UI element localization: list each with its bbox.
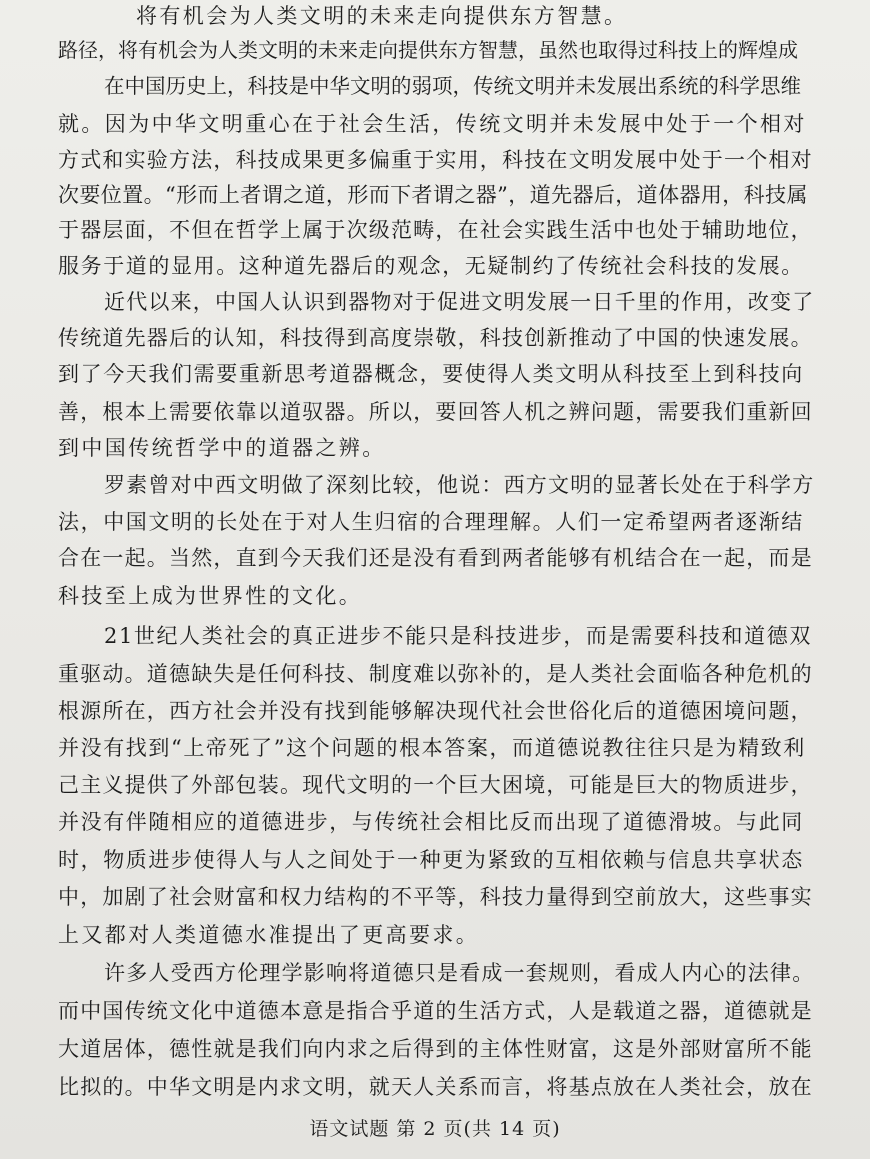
text-line-30: 比拟的。中华文明是内求文明，就天人关系而言，将基点放在人类社会，放在 xyxy=(58,1075,813,1099)
text-line-21: 并没有找到“上帝死了”这个问题的根本答案，而道德说教往往只是为精致利 xyxy=(58,736,806,760)
text-line-19: 重驱动。道德缺失是任何科技、制度难以弥补的，是人类社会面临各种危机的 xyxy=(58,662,813,686)
text-line-8: 服务于道的显用。这种道先器后的观念，无疑制约了传统社会科技的发展。 xyxy=(58,254,804,278)
text-line-25: 中，加剧了社会财富和权力结构的不平等，科技力量得到空前放大，这些事实 xyxy=(58,885,813,909)
text-line-15: 法，中国文明的长处在于对人生归宿的合理理解。人们一定希望两者逐渐结 xyxy=(58,510,804,534)
text-line-1: 将有机会为人类文明的未来走向提供东方智慧。 xyxy=(136,4,628,28)
text-line-6: 次要位置。“形而上者谓之道，形而下者谓之器”，道先器后，道体器用，科技属 xyxy=(58,183,808,207)
text-line-4: 就。因为中华文明重心在于社会生活，传统文明并未发展中处于一个相对 xyxy=(58,112,807,136)
text-line-16: 合在一起。当然，直到今天我们还是没有看到两者能够有机结合在一起，而是 xyxy=(58,546,813,570)
text-line-17: 科技至上成为世界性的文化。 xyxy=(58,584,363,608)
text-line-10: 传统道先器后的认知，科技得到高度崇敬，科技创新推动了中国的快速发展。 xyxy=(58,326,813,350)
text-line-22: 己主义提供了外部包装。现代文明的一个巨大困境，可能是巨大的物质进步， xyxy=(58,773,813,797)
text-line-24: 时，物质进步使得人与人之间处于一种更为紧致的互相依赖与信息共享状态 xyxy=(58,848,804,872)
text-line-9: 近代以来，中国人认识到器物对于促进文明发展一日千里的作用，改变了 xyxy=(104,290,815,314)
page-footer: 语文试题 第 2 页(共 14 页) xyxy=(309,1118,561,1140)
text-line-13: 到中国传统哲学中的道器之辨。 xyxy=(58,436,386,460)
text-line-5: 方式和实验方法，科技成果更多偏重于实用，科技在文明发展中处于一个相对 xyxy=(58,148,813,172)
text-line-20: 根源所在，西方社会并没有找到能够解决现代社会世俗化后的道德困境问题， xyxy=(58,699,813,723)
text-line-27: 许多人受西方伦理学影响将道德只是看成一套规则，看成人内心的法律。 xyxy=(104,961,815,985)
text-line-14: 罗素曾对中西文明做了深刻比较，他说：西方文明的显著长处在于科学方 xyxy=(104,473,815,497)
text-line-2: 路径，将有机会为人类文明的未来走向提供东方智慧，虽然也取得过科技上的辉煌成 xyxy=(58,38,798,62)
text-line-7: 于器层面，不但在哲学上属于次级范畴，在社会实践生活中也处于辅助地位， xyxy=(58,218,813,242)
text-line-3: 在中国历史上，科技是中华文明的弱项，传统文明并未发展出系统的科学思维 xyxy=(104,74,801,98)
text-line-28: 而中国传统文化中道德本意是指合乎道的生活方式，人是载道之器，道德就是 xyxy=(58,999,813,1023)
text-line-26: 上又都对人类道德水准提出了更高要求。 xyxy=(58,923,480,947)
text-line-23: 并没有伴随相应的道德进步，与传统社会相比反而出现了道德滑坡。与此同 xyxy=(58,810,804,834)
text-line-11: 到了今天我们需要重新思考道器概念，要使得人类文明从科技至上到科技向 xyxy=(58,362,804,386)
text-line-12: 善，根本上需要依靠以道驭器。所以，要回答人机之辨问题，需要我们重新回 xyxy=(58,400,813,424)
text-line-18: 21世纪人类社会的真正进步不能只是科技进步，而是需要科技和道德双 xyxy=(104,624,812,648)
text-line-29: 大道居体，德性就是我们向内求之后得到的主体性财富，这是外部财富所不能 xyxy=(58,1037,813,1061)
